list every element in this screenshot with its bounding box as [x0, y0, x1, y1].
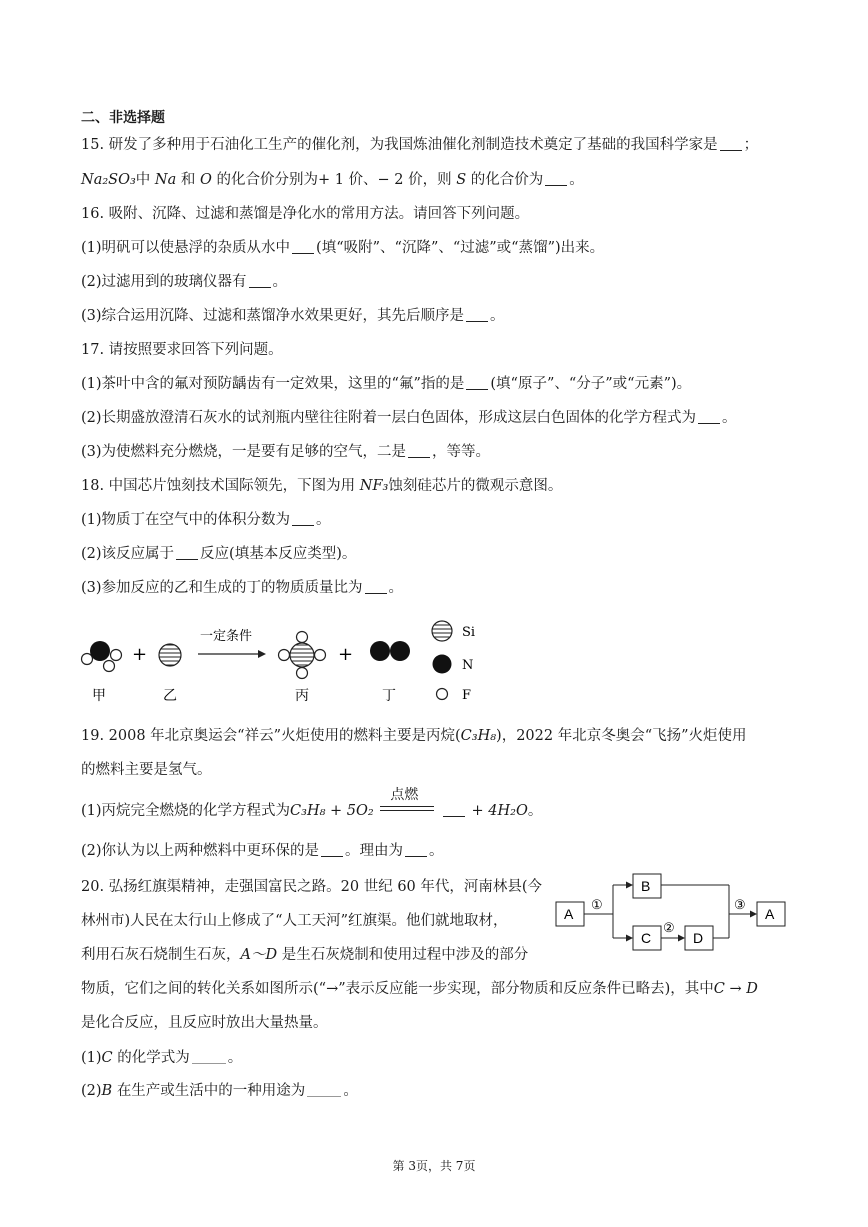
q19-punct: 。	[429, 843, 444, 859]
legend-f: F	[462, 688, 472, 703]
section-title: 二、非选择题	[81, 110, 165, 126]
q16-punct: 。	[272, 274, 288, 290]
q19-text: )，2022 年北京冬奥会“飞扬”火炬使用	[496, 728, 747, 744]
q17-punct: 。	[722, 410, 737, 426]
q20-line5: 是化合反应，且反应时放出大量热量。	[81, 1015, 328, 1031]
q15-line2	[81, 170, 584, 190]
q20-text: (1)	[81, 1050, 102, 1066]
box-d-label: D	[693, 930, 704, 946]
equals-line-top	[380, 806, 434, 807]
q20-text: 的化学式为	[117, 1050, 190, 1066]
q17-stem: 17. 请按照要求回答下列问题。	[81, 342, 283, 358]
q18-stem	[81, 476, 562, 496]
q19-punct: 。	[527, 803, 543, 819]
step-1: ①	[591, 897, 603, 912]
q16-stem: 16. 吸附、沉降、过滤和蒸馏是净化水的常用方法。请回答下列问题。	[81, 206, 530, 222]
q20-text: 物质，它们之间的转化关系如图所示(“→”表示反应能一步实现，部分物质和反应条件已略去)，其中	[81, 981, 714, 997]
answer-blank[interactable]	[408, 443, 430, 458]
q18-part1	[81, 510, 331, 530]
symbol-c: C	[101, 1050, 113, 1066]
q18-text: (2)该反应属于	[81, 546, 175, 562]
q18-part3	[81, 578, 403, 598]
q19-line2: 的燃料主要是氢气。	[81, 762, 212, 778]
label-bing: 丙	[295, 688, 309, 704]
q15-text: 和	[180, 172, 196, 188]
q20-line3	[81, 945, 528, 965]
answer-blank[interactable]	[192, 1049, 226, 1064]
q17-text: (3)为使燃料充分燃烧，一是要有足够的空气，二是	[81, 444, 407, 460]
equals-line-bottom	[380, 810, 434, 811]
step-2: ②	[663, 920, 675, 935]
q19-text: (2)你认为以上两种燃料中更环保的是	[81, 843, 320, 859]
legend-si: Si	[462, 625, 476, 640]
plus-sign: +	[132, 644, 148, 665]
q19-part1	[81, 787, 543, 821]
equation-reactants: C₃H₈ + 5O₂	[290, 803, 374, 819]
molecule-jia	[82, 641, 122, 672]
q16-part1	[81, 238, 604, 258]
answer-blank[interactable]	[307, 1082, 341, 1097]
q15-text: 的化合价为	[470, 172, 544, 188]
q20-text: 在生产或生活中的一种用途为	[116, 1083, 306, 1099]
legend-f-icon	[437, 689, 448, 700]
q20-line4	[81, 979, 758, 999]
equation-condition	[378, 787, 436, 821]
q16-part3	[81, 306, 505, 326]
page-footer: 第 3页，共 7页	[392, 1159, 476, 1173]
q20-punct: 。	[343, 1083, 358, 1099]
formula-nf3: NF₃	[359, 478, 389, 494]
q17-text: ，等等。	[432, 444, 491, 460]
q18-text: 反应(填基本反应类型)。	[200, 546, 357, 562]
q17-part2	[81, 408, 737, 428]
formula-c3h8: C₃H₈	[460, 728, 497, 744]
symbol-na: Na	[154, 172, 177, 188]
q20-part2	[81, 1081, 358, 1101]
reaction-diagram	[70, 612, 490, 704]
legend-n-icon	[433, 655, 452, 674]
q16-punct: 。	[490, 308, 505, 324]
q17-part3	[81, 442, 490, 462]
q20-text: 是生石灰烧制和使用过程中涉及的部分	[281, 947, 529, 963]
box-b-label: B	[641, 878, 651, 894]
q19-text: 19. 2008 年北京奥运会“祥云”火炬使用的燃料主要是丙烷(	[81, 728, 461, 744]
q19-text: 。理由为	[345, 843, 404, 859]
legend-n: N	[462, 658, 474, 673]
answer-blank[interactable]	[405, 842, 427, 857]
box-a-end-label: A	[765, 906, 775, 922]
arrow-head-icon	[626, 882, 633, 889]
q19-part2	[81, 841, 444, 861]
answer-blank[interactable]	[720, 136, 742, 151]
label-yi: 乙	[163, 688, 177, 704]
box-c-label: C	[641, 930, 652, 946]
label-jia: 甲	[92, 688, 106, 704]
answer-blank[interactable]	[698, 409, 720, 424]
q16-text: (1)明矾可以使悬浮的杂质从水中	[81, 240, 291, 256]
answer-blank[interactable]	[443, 802, 465, 817]
q16-text: (2)过滤用到的玻璃仪器有	[81, 274, 247, 290]
symbol-o: O	[199, 172, 212, 188]
q18-punct: 。	[316, 512, 331, 528]
q20-punct: 。	[227, 1050, 243, 1066]
q18-part2	[81, 544, 356, 564]
equation-product: + 4H₂O	[471, 803, 528, 819]
step-3: ③	[734, 897, 746, 912]
arrow-head-icon	[258, 650, 266, 658]
arrow-head-icon	[678, 935, 685, 942]
q15-punct: ；	[743, 137, 759, 153]
q17-part1	[81, 374, 691, 394]
q18-text: 18. 中国芯片蚀刻技术国际领先，下图为用	[81, 478, 356, 494]
q20-line1: 20. 弘扬红旗渠精神，走强国富民之路。20 世纪 60 年代，河南林县(今	[81, 879, 543, 895]
arrow-head-icon	[750, 911, 757, 918]
legend-si-icon	[432, 621, 452, 641]
answer-blank[interactable]	[466, 307, 488, 322]
q16-text: (3)综合运用沉降、过滤和蒸馏净水效果更好，其先后顺序是	[81, 308, 465, 324]
q15-punct: 。	[569, 172, 584, 188]
q15-line1	[81, 135, 758, 155]
answer-blank[interactable]	[292, 239, 314, 254]
molecule-yi	[159, 644, 181, 666]
formula-na2so3: Na₂SO₃	[81, 172, 136, 188]
reaction-c-to-d: C → D	[713, 981, 758, 997]
q19-text: (1)丙烷完全燃烧的化学方程式为	[81, 803, 291, 819]
molecule-ding	[370, 641, 410, 661]
label-ding: 丁	[382, 688, 396, 704]
q20-text: (2)	[81, 1083, 102, 1099]
answer-blank[interactable]	[176, 545, 198, 560]
q20-part1	[81, 1048, 242, 1068]
q15-text: 15. 研发了多种用于石油化工生产的催化剂，为我国炼油催化剂制造技术奠定了基础的我国科学家是	[81, 137, 718, 153]
q16-part2	[81, 272, 287, 292]
q15-text: 中	[135, 172, 151, 188]
q17-text: (2)长期盛放澄清石灰水的试剂瓶内壁往往附着一层白色固体，形成这层白色固体的化学方程式为	[81, 410, 697, 426]
symbol-b: B	[101, 1083, 113, 1099]
answer-blank[interactable]	[321, 842, 343, 857]
q18-text: (1)物质丁在空气中的体积分数为	[81, 512, 291, 528]
condition-text: 点燃	[390, 787, 419, 803]
answer-blank[interactable]	[292, 511, 314, 526]
q17-text: (1)茶叶中含的氟对预防龋齿有一定效果，这里的“氟”指的是	[81, 376, 465, 392]
range-a-d: A～D	[240, 947, 278, 963]
answer-blank[interactable]	[466, 375, 488, 390]
answer-blank[interactable]	[365, 579, 387, 594]
answer-blank[interactable]	[249, 273, 271, 288]
plus-sign: +	[338, 644, 354, 665]
symbol-s: S	[456, 172, 467, 188]
q20-line2: 林州市)人民在太行山上修成了“人工天河”红旗渠。他们就地取材，	[81, 913, 508, 929]
reaction-condition: 一定条件	[200, 629, 253, 644]
answer-blank[interactable]	[545, 171, 567, 186]
box-a-start-label: A	[564, 906, 574, 922]
q18-punct: 。	[388, 580, 404, 596]
molecule-bing	[279, 632, 326, 679]
transformation-diagram	[553, 872, 793, 960]
q19-line1	[81, 726, 747, 746]
q18-text: 蚀刻硅芯片的微观示意图。	[388, 478, 563, 494]
q15-text: 的化合价分别为+ 1 价、− 2 价，则	[216, 172, 452, 188]
arrow-head-icon	[626, 935, 633, 942]
q18-text: (3)参加反应的乙和生成的丁的物质质量比为	[81, 580, 363, 596]
q20-text: 利用石灰石烧制生石灰，	[81, 947, 241, 963]
q17-text: (填“原子”、“分子”或“元素”)。	[490, 376, 692, 392]
q16-text: (填“吸附”、“沉降”、“过滤”或“蒸馏”)出来。	[316, 240, 605, 256]
